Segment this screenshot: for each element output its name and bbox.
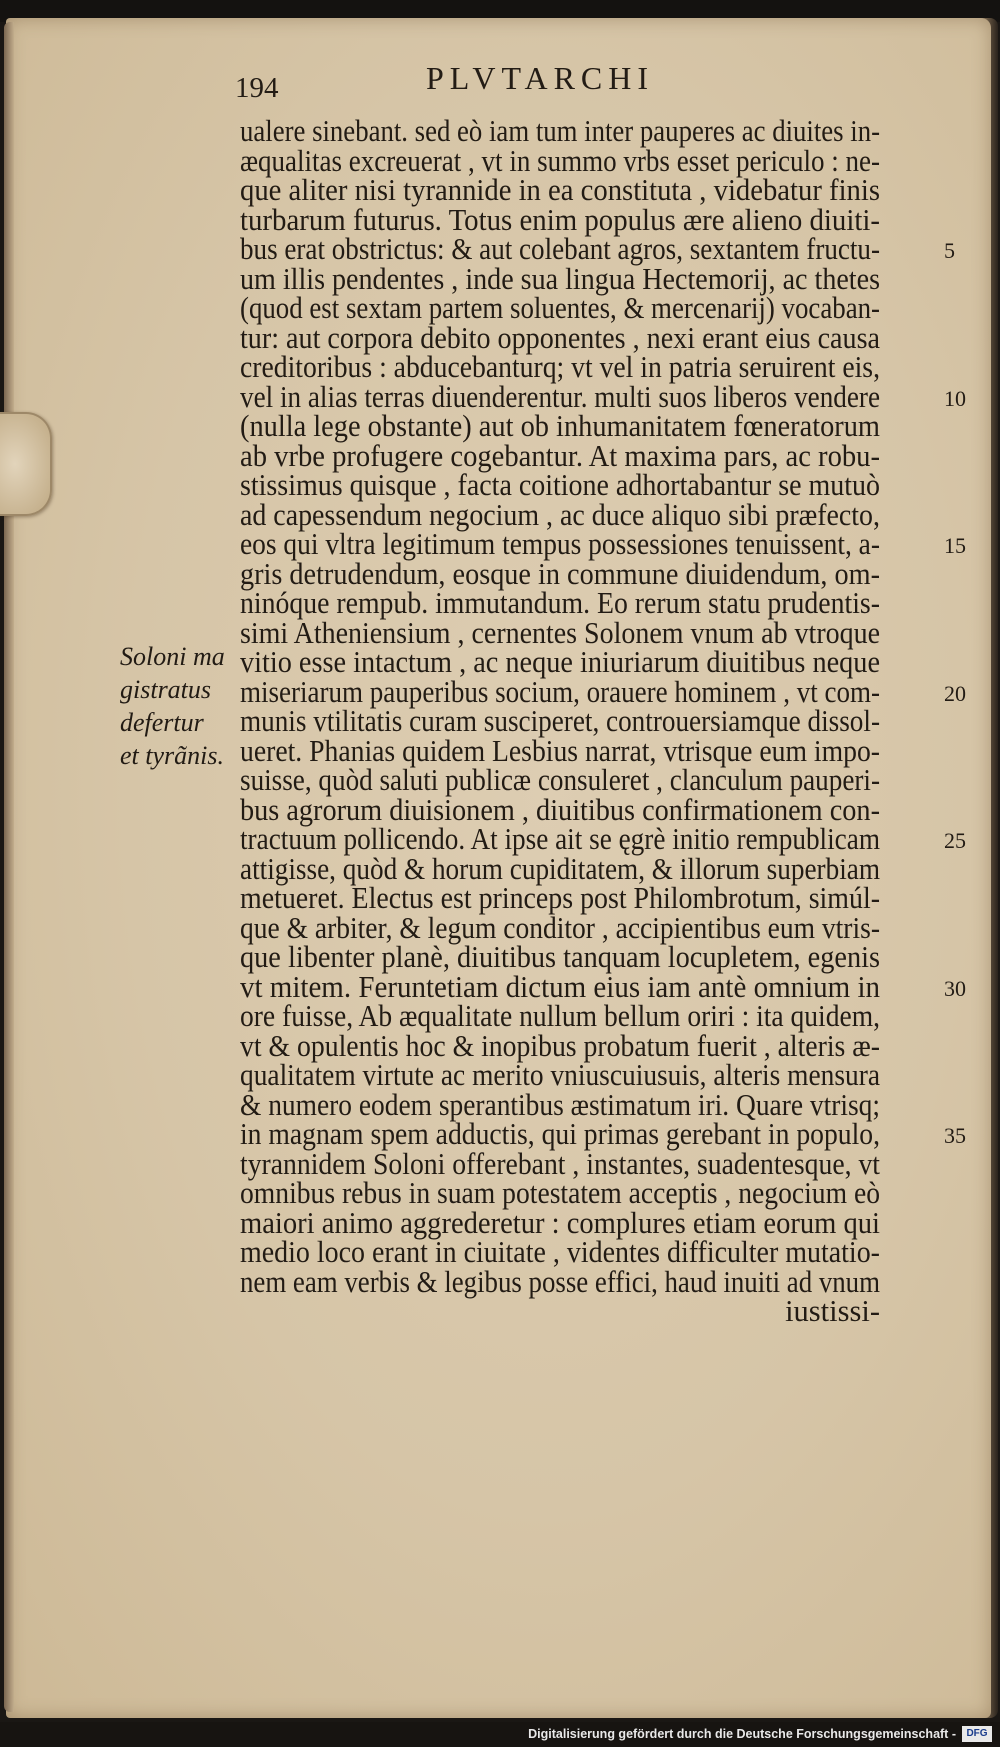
text-line: iustissi- bbox=[785, 1294, 880, 1328]
text-line: ualere sinebant. sed eò iam tum inter pauperes ac diuites in- bbox=[240, 114, 880, 148]
margin-note-line: Soloni ma bbox=[120, 642, 225, 671]
line-number: 10 bbox=[944, 385, 966, 411]
text-line: bus agrorum diuisionem , diuitibus confirmationem con- bbox=[240, 792, 880, 827]
text-line: que aliter nisi tyrannide in ea constituta , videbatur finis bbox=[240, 173, 880, 207]
text-line: eos qui vltra legitimum tempus possessiones tenuissent, a- bbox=[240, 527, 880, 561]
text-line: nem eam verbis & legibus posse effici, haud inuiti ad vnum bbox=[240, 1264, 880, 1299]
margin-note-line: gistratus bbox=[120, 675, 212, 704]
text-line: in magnam spem adductis, qui primas gerebant in populo, bbox=[240, 1117, 880, 1151]
text-line: creditoribus : abducebanturq; vt vel in patria seruirent eis, bbox=[240, 350, 880, 384]
running-title: PLVTARCHI bbox=[425, 60, 655, 96]
line-number: 20 bbox=[944, 680, 966, 706]
text-line: tur: aut corpora debito opponentes , nexi erant eius causa bbox=[240, 320, 880, 355]
margin-note-line: defertur bbox=[120, 708, 204, 737]
text-line: vt & opulentis hoc & inopibus probatum fuerit , alteris æ- bbox=[240, 1028, 880, 1063]
footer-credit: Digitalisierung gefördert durch die Deutsche Forschungsgemeinschaft - bbox=[528, 1727, 956, 1741]
page-edge-left bbox=[4, 22, 14, 1712]
text-line: maiori animo aggrederetur : complures etiam eorum qui bbox=[240, 1205, 880, 1240]
text-line: simi Atheniensium , cernentes Solonem vnum ab vtroque bbox=[240, 615, 880, 650]
text-line: (nulla lege obstante) aut ob inhumanitatem fœneratorum bbox=[240, 409, 880, 443]
margin-note-line: et tyrãnis. bbox=[120, 741, 224, 770]
text-line: ad capessendum negocium , ac duce aliquo sibi præfecto, bbox=[240, 497, 880, 532]
line-number: 15 bbox=[944, 533, 966, 558]
text-line: ueret. Phanias quidem Lesbius narrat, vtrisque eum impo- bbox=[240, 733, 880, 768]
text-line: ninóque rempub. immutandum. Eo rerum statu prudentis- bbox=[240, 586, 880, 620]
text-line: tractuum pollicendo. At ipse ait se ęgrè initio rempublicam bbox=[240, 822, 880, 856]
text-line: ab vrbe profugere cogebantur. At maxima pars, ac robu- bbox=[240, 438, 880, 473]
text-line: æqualitas excreuerat , vt in summo vrbs esset periculo : ne- bbox=[240, 143, 880, 178]
text-line: que & arbiter, & legum conditor , accipientibus eum vtris- bbox=[240, 910, 880, 945]
line-number: 25 bbox=[944, 828, 966, 853]
text-line: bus erat obstrictus: & aut colebant agros, sextantem fructu- bbox=[240, 232, 880, 266]
text-line: vel in alias terras diuenderentur. multi suos liberos vendere bbox=[240, 379, 880, 414]
text-line: vt mitem. Feruntetiam dictum eius iam antè omnium in bbox=[240, 969, 880, 1004]
text-line: stissimus quisque , facta coitione adhortabantur se mutuò bbox=[240, 468, 880, 502]
text-line: medio loco erant in ciuitate , videntes difficulter mutatio- bbox=[240, 1235, 880, 1269]
text-line: attigisse, quòd & horum cupiditatem, & illorum superbiam bbox=[240, 851, 880, 886]
line-number: 30 bbox=[944, 975, 966, 1001]
page-tab-marker bbox=[0, 412, 52, 516]
text-line: metueret. Electus est princeps post Philombrotum, simúl- bbox=[240, 881, 880, 915]
dfg-logo: DFG bbox=[962, 1726, 992, 1742]
text-line: suisse, quòd saluti publicæ consuleret , clanculum pauperi- bbox=[240, 763, 880, 797]
text-line: qualitatem virtute ac merito vniuscuiusuis, alteris mensura bbox=[240, 1058, 880, 1092]
text-line: que libenter planè, diuitibus tanquam locupletem, egenis bbox=[240, 940, 880, 974]
text-line: turbarum futurus. Totus enim populus ære alieno diuiti- bbox=[240, 202, 880, 237]
line-number: 5 bbox=[944, 238, 955, 263]
text-line: tyrannidem Soloni offerebant , instantes, suadentesque, vt bbox=[240, 1146, 880, 1181]
text-line: omnibus rebus in suam potestatem acceptis , negocium eò bbox=[240, 1176, 880, 1210]
text-line: munis vtilitatis curam susciperet, controuersiamque dissol- bbox=[240, 704, 880, 738]
page-number: 194 bbox=[235, 72, 279, 104]
line-number: 35 bbox=[944, 1123, 966, 1148]
text-line: gris detrudendum, eosque in commune diuidendum, om- bbox=[240, 556, 880, 591]
text-line: vitio esse intactum , ac neque iniuriarum diuitibus neque bbox=[240, 645, 880, 679]
text-line: miseriarum pauperibus socium, orauere hominem , vt com- bbox=[240, 674, 880, 709]
text-line: (quod est sextam partem soluentes, & mercenarij) vocaban- bbox=[240, 291, 880, 325]
text-line: um illis pendentes , inde sua lingua Hectemorij, ac thetes bbox=[240, 261, 880, 296]
text-line: ore fuisse, Ab æqualitate nullum bellum oriri : ita quidem, bbox=[240, 999, 880, 1033]
text-line: & numero eodem sperantibus æstimatum iri. Quare vtrisq; bbox=[240, 1087, 880, 1122]
